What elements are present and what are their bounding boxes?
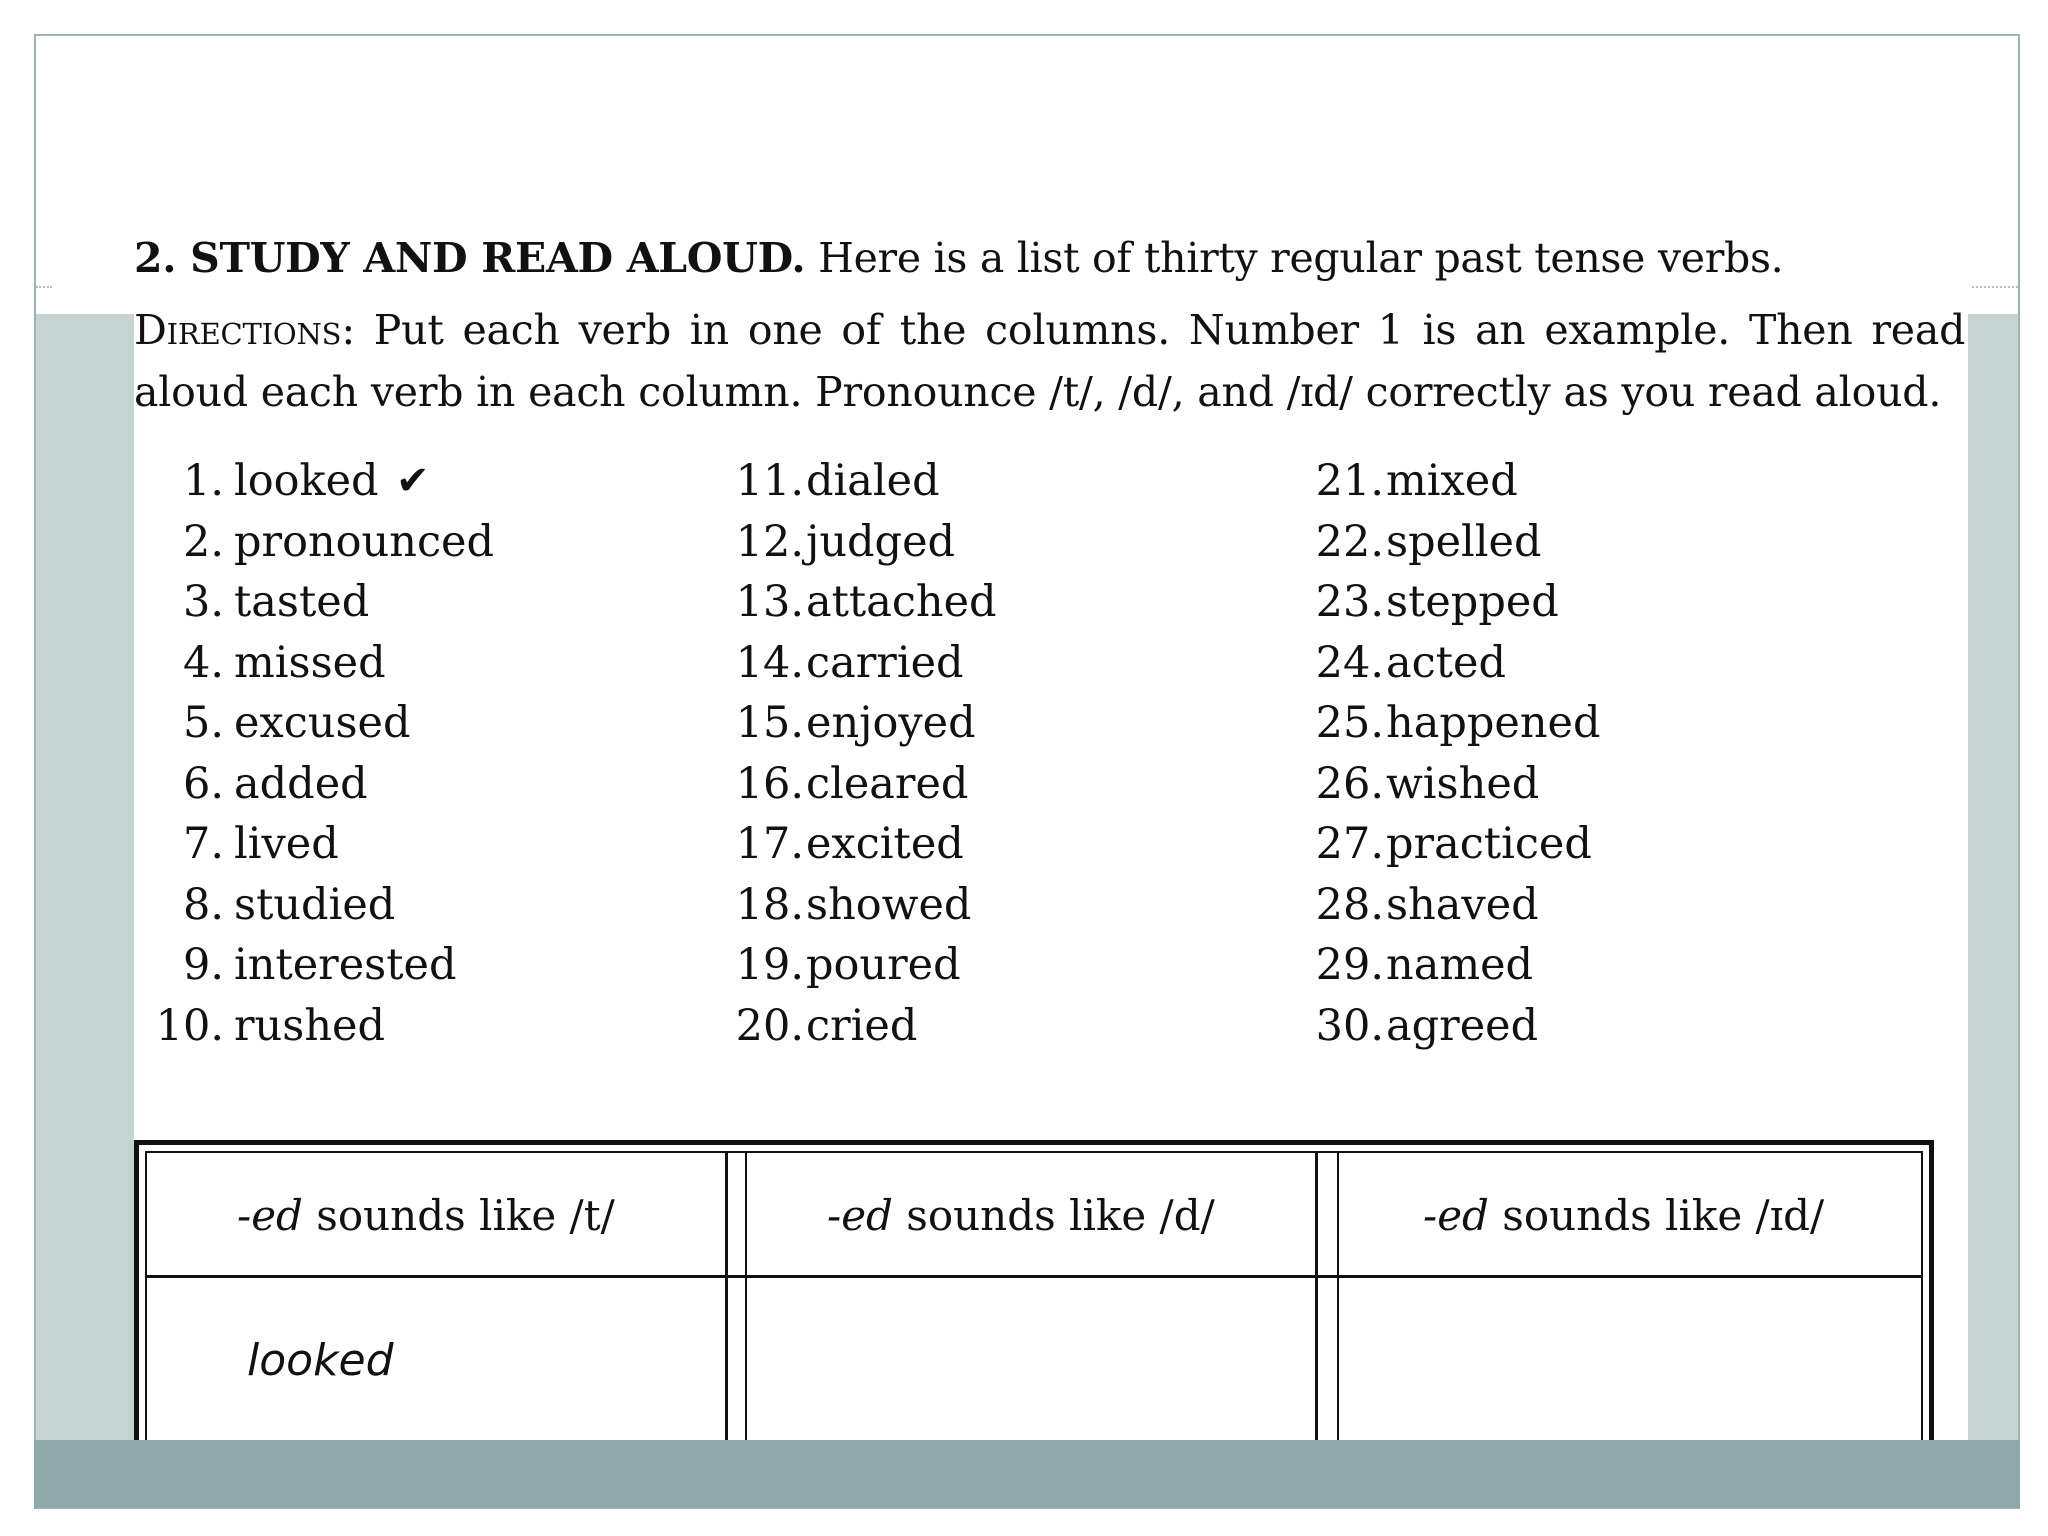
verb-number: 17. <box>735 819 804 869</box>
verb-word: added <box>234 758 368 809</box>
verb-word: practiced <box>1386 819 1592 869</box>
table-example-entry: looked <box>247 1335 394 1386</box>
verb-number: 10. <box>155 1000 224 1051</box>
verb-number: 4. <box>182 637 224 688</box>
table-column-divider <box>1315 1153 1318 1440</box>
verb-word: carried <box>806 637 964 688</box>
verb-number: 1. <box>182 456 224 506</box>
verb-number: 26. <box>1315 758 1384 809</box>
verb-word: missed <box>234 637 386 688</box>
worksheet-page <box>134 230 1968 1440</box>
directions-label: Directions: <box>134 306 355 354</box>
side-band-right <box>1968 314 2018 1444</box>
table-header-t <box>237 1191 615 1240</box>
verb-number: 2. <box>182 516 224 567</box>
exercise-heading-text: Here is a list of thirty regular past tense verbs. <box>805 234 1784 282</box>
verb-number: 13. <box>735 577 804 627</box>
verb-number: 16. <box>735 758 804 809</box>
verb-word: wished <box>1386 758 1540 809</box>
sound-sorting-table <box>134 1140 1934 1440</box>
table-header-divider <box>147 1275 1921 1278</box>
ed-suffix: -ed <box>237 1191 303 1240</box>
verb-number: 14. <box>735 637 804 688</box>
verb-number: 19. <box>735 940 804 990</box>
verb-word: stepped <box>1386 577 1559 627</box>
verb-word: attached <box>806 577 997 627</box>
verb-number: 28. <box>1315 879 1384 930</box>
verb-number: 3. <box>182 577 224 627</box>
table-column-divider <box>745 1153 747 1440</box>
verb-word: shaved <box>1386 879 1539 930</box>
verb-number: 6. <box>182 758 224 809</box>
verb-number: 27. <box>1315 819 1384 869</box>
table-column-divider <box>725 1153 728 1440</box>
verb-number: 11. <box>735 456 804 506</box>
verb-word: agreed <box>1386 1000 1539 1051</box>
verb-word: tasted <box>234 577 370 627</box>
header-text: sounds like /t/ <box>302 1191 615 1240</box>
table-header-d <box>827 1191 1215 1240</box>
verb-word: cleared <box>806 758 969 809</box>
side-band-left <box>36 314 134 1444</box>
exercise-heading-number: 2. STUDY AND READ ALOUD. <box>134 234 806 282</box>
ed-suffix: -ed <box>827 1191 893 1240</box>
header-text: sounds like /d/ <box>892 1191 1215 1240</box>
verb-number: 8. <box>182 879 224 930</box>
verb-number: 30. <box>1315 1000 1384 1051</box>
verb-number: 9. <box>182 940 224 990</box>
verb-number: 22. <box>1315 516 1384 567</box>
exercise-heading <box>134 234 1783 282</box>
table-inner-border <box>145 1151 1923 1440</box>
directions-line-1 <box>134 306 1965 354</box>
verb-number: 12. <box>735 516 804 567</box>
verb-word: named <box>1386 940 1534 990</box>
verb-word: showed <box>806 879 972 930</box>
verb-word: happened <box>1386 698 1601 748</box>
verb-word: dialed <box>806 456 940 506</box>
verb-word: lived <box>234 819 339 869</box>
verb-number: 5. <box>182 698 224 748</box>
verb-word: enjoyed <box>806 698 976 748</box>
verb-word: mixed <box>1386 456 1518 506</box>
verb-word: poured <box>806 940 961 990</box>
ed-suffix: -ed <box>1423 1191 1489 1240</box>
verb-word: cried <box>806 1000 918 1051</box>
verb-number: 21. <box>1315 456 1384 506</box>
verb-number: 29. <box>1315 940 1384 990</box>
verb-number: 15. <box>735 698 804 748</box>
table-header-id <box>1423 1191 1824 1240</box>
verb-word: studied <box>234 879 396 930</box>
verb-word: judged <box>806 516 956 567</box>
verb-word: looked <box>234 456 379 506</box>
verb-number: 25. <box>1315 698 1384 748</box>
verb-word: excused <box>234 698 411 748</box>
verb-number: 18. <box>735 879 804 930</box>
directions-text-1: Put each verb in one of the columns. Number 1 is an example. Then read <box>354 306 1966 354</box>
divider-dots-right <box>1972 286 2018 288</box>
verb-word: acted <box>1386 637 1506 688</box>
verb-number: 23. <box>1315 577 1384 627</box>
table-column-divider <box>1337 1153 1339 1440</box>
header-text: sounds like /ɪd/ <box>1488 1191 1825 1240</box>
verb-number: 20. <box>735 1000 804 1051</box>
verb-word: excited <box>806 819 964 869</box>
verb-word: spelled <box>1386 516 1542 567</box>
verb-word: rushed <box>234 1000 385 1051</box>
bottom-bar <box>34 1440 2020 1508</box>
verb-word: interested <box>234 940 457 990</box>
directions-line-2: aloud each verb in each column. Pronounce /t/, /d/, and /ɪd/ correctly as you read aloud. <box>134 368 1942 416</box>
divider-dots-left <box>36 286 52 288</box>
verb-number: 24. <box>1315 637 1384 688</box>
check-mark-icon: ✔ <box>396 458 430 504</box>
verb-number: 7. <box>182 819 224 869</box>
verb-word: pronounced <box>234 516 494 567</box>
